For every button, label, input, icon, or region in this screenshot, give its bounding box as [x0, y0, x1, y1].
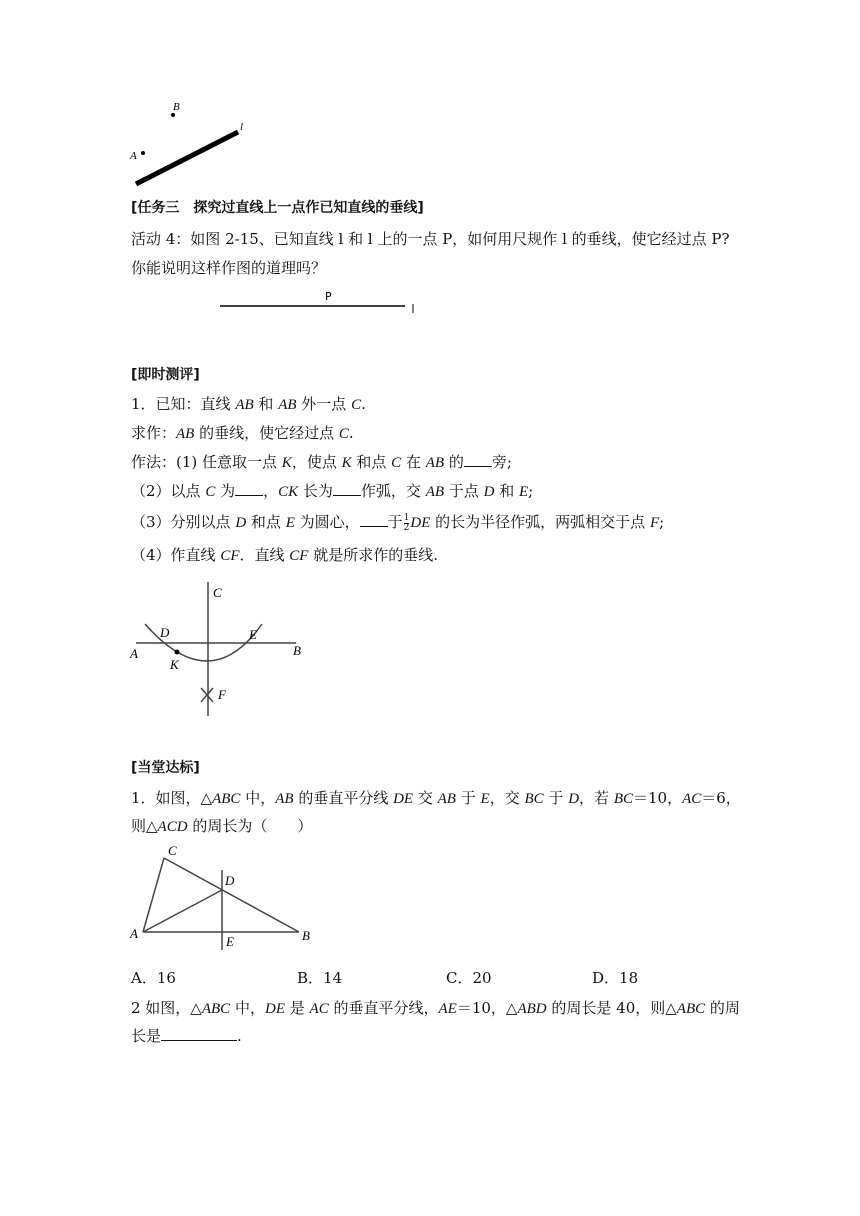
fig4-label-b: B: [302, 928, 310, 943]
quiz-step1: 作法：(1) 任意取一点 K，使点 K 和点 C 在 AB 的 旁;: [131, 453, 512, 471]
fig4-label-a: A: [130, 926, 138, 941]
target-q1-line1: 1．如图，△ABC 中，AB 的垂直平分线 DE 交 AB 于 E，交 BC 于 D，若 BC＝10，AC＝6，: [131, 789, 741, 807]
blank-1[interactable]: [464, 452, 492, 467]
quiz-heading: [即时测评]: [131, 367, 200, 383]
target-q1-line2: 则△ACD 的周长为（ ）: [131, 817, 313, 835]
blank-perimeter[interactable]: [161, 1026, 237, 1041]
fig4-label-c: C: [168, 843, 177, 858]
fig3-label-d: D: [160, 625, 170, 640]
segment-ad: [143, 890, 222, 932]
target-q2-line1: 2 如图，△ABC 中，DE 是 AC 的垂直平分线，AE＝10，△ABD 的周长是 40，则△ABC 的周: [131, 999, 740, 1017]
side-ca: [143, 858, 164, 932]
quiz-q1-line: 1．已知：直线 AB 和 AB 外一点 C.: [131, 395, 366, 413]
fig4-label-e: E: [226, 934, 234, 949]
task3-heading: [任务三 探究过直线上一点作已知直线的垂线]: [131, 200, 424, 216]
fraction-half: $\frac{1}{2}$: [403, 512, 410, 533]
option-b[interactable]: B．14: [297, 969, 343, 987]
point-a: [141, 151, 145, 155]
fig4-label-d: D: [225, 873, 235, 888]
label-l: l: [240, 121, 244, 133]
figure-construction: [0, 570, 860, 730]
option-d[interactable]: D．18: [592, 969, 639, 987]
quiz-step4: （4）作直线 CF．直线 CF 就是所求作的垂线.: [131, 546, 438, 564]
fig3-label-k: K: [170, 657, 179, 672]
fig3-label-c: C: [213, 585, 222, 600]
point-k: [175, 650, 180, 655]
option-c[interactable]: C．20: [446, 969, 492, 987]
label-b: B: [173, 101, 180, 113]
quiz-require-line: 求作：AB 的垂线，使它经过点 C.: [131, 424, 354, 442]
blank-3[interactable]: [333, 481, 361, 496]
figure-triangle: [0, 840, 860, 955]
target-heading: [当堂达标]: [131, 760, 200, 776]
activity4-line1: 活动 4：如图 2-15、已知直线 l 和 l 上的一点 P，如何用尺规作 l 的垂线，使它经过点 P?: [131, 230, 730, 248]
side-cb: [164, 858, 299, 932]
blank-2[interactable]: [235, 481, 263, 496]
fig3-label-f: F: [218, 687, 226, 702]
activity4-line2: 你能说明这样作图的道理吗？: [131, 259, 327, 277]
figure-line-p: [0, 280, 860, 320]
quiz-step2: （2）以点 C 为 ，CK 长为 作弧，交 AB 于点 D 和 E;: [131, 482, 534, 500]
option-a[interactable]: A．16: [131, 969, 176, 987]
quiz-step3: （3）分别以点 D 和点 E 为圆心， 于 $\frac{1}{2}$ DE 的长为半径作弧，两弧相交于点 F;: [131, 512, 665, 533]
label-a: A: [130, 150, 137, 162]
label-p: P: [325, 290, 332, 303]
target-q2-line2: 长是 .: [131, 1027, 242, 1045]
fig3-label-e: E: [249, 627, 257, 642]
line-l: [136, 132, 238, 184]
point-b: [171, 113, 175, 117]
blank-4[interactable]: [360, 512, 388, 527]
fig3-label-b: B: [293, 643, 301, 658]
figure-points-line: [0, 0, 860, 200]
fig3-label-a: A: [130, 646, 138, 661]
